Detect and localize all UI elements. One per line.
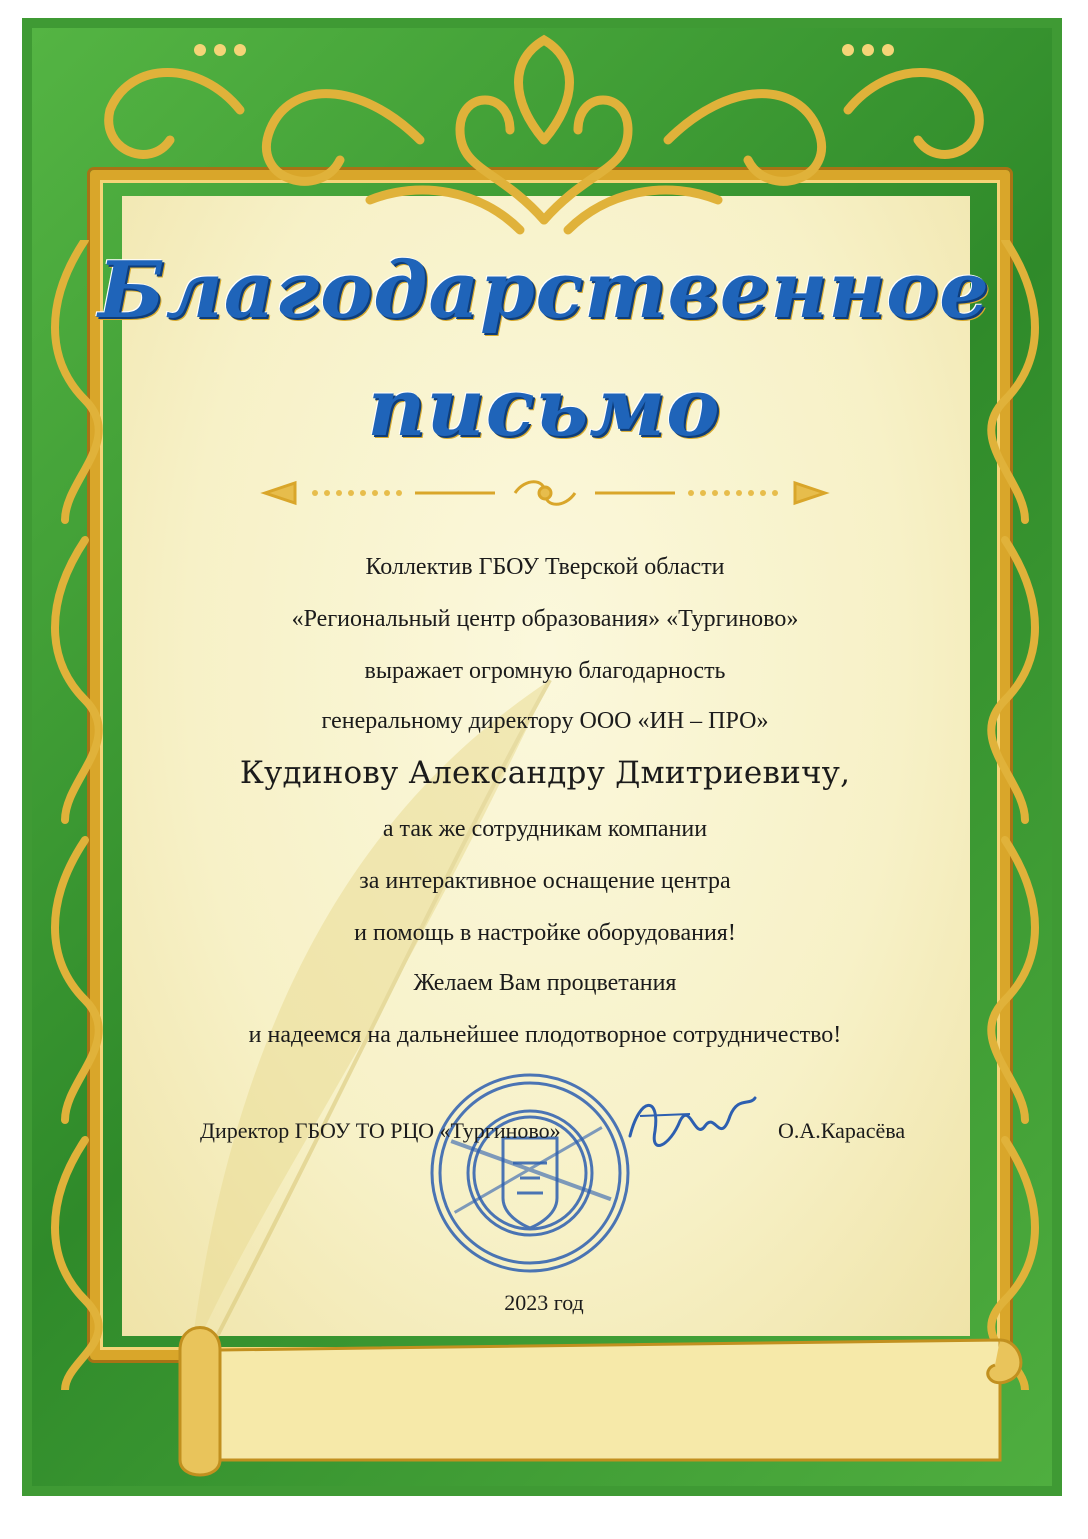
body-line-3: выражает огромную благодарность	[364, 658, 726, 684]
director-name: О.А.Карасёва	[778, 1118, 906, 1143]
body-line-1: Коллектив ГБОУ Тверской области	[365, 554, 725, 580]
body-line-4: генеральному директору ООО «ИН – ПРО»	[321, 708, 769, 734]
decorative-divider-icon	[255, 478, 835, 508]
year-label: 2023 год	[504, 1290, 584, 1315]
letter-body	[130, 552, 960, 1052]
body-line-7: за интерактивное оснащение центра	[359, 868, 731, 894]
top-ornament-icon	[40, 20, 1048, 250]
handwritten-signature-icon	[620, 1086, 760, 1166]
body-line-2: «Региональный центр образования» «Тургиново»	[291, 606, 799, 632]
scroll-banner-icon	[160, 1310, 1040, 1480]
title-line-1: Благодарственное	[98, 245, 990, 336]
body-line-8: и помощь в настройке оборудования!	[354, 920, 736, 946]
official-seal-icon	[425, 1068, 635, 1278]
body-line-10: и надеемся на дальнейшее плодотворное сотрудничество!	[248, 1022, 842, 1048]
body-line-6: а так же сотрудникам компании	[382, 816, 708, 842]
recipient-name: Кудинову Александру Дмитриевичу,	[239, 755, 851, 791]
body-line-9: Желаем Вам процветания	[413, 970, 677, 996]
title-line-2: письмо	[367, 360, 721, 454]
director-position: Директор ГБОУ ТО РЦО «Тургиново»	[200, 1118, 561, 1143]
